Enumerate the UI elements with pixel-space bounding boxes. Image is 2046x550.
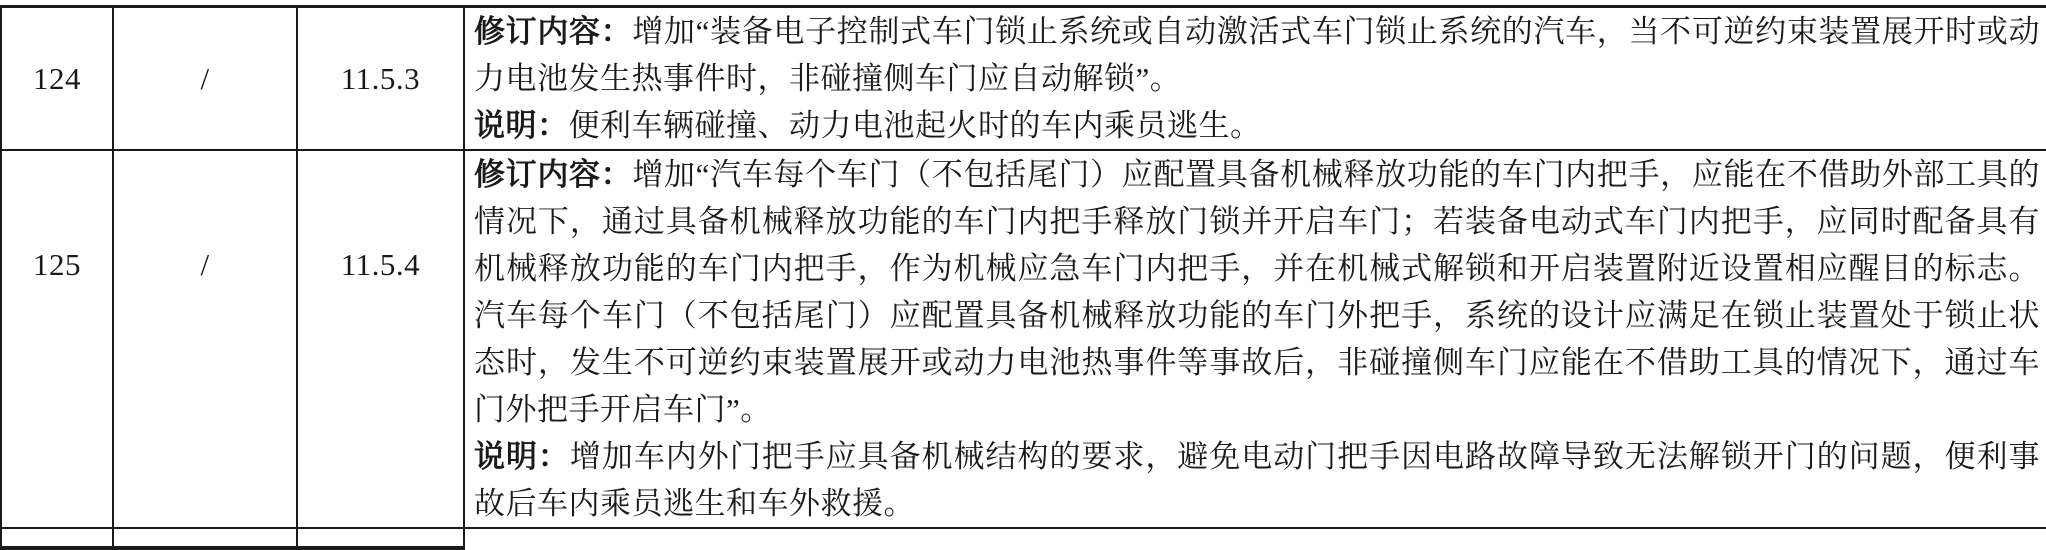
original-clause-cell <box>113 7 297 151</box>
new-clause: 11.5.3 <box>340 60 421 96</box>
table-bottom-edge-line <box>0 546 465 550</box>
note-text: 便利车辆碰撞、动力电池起火时的车内乘员逃生。 <box>568 108 1262 143</box>
note-label: 说明： <box>474 439 570 474</box>
table-row <box>1 7 2046 151</box>
new-clause-cell <box>297 150 464 528</box>
revision-table <box>0 5 2046 549</box>
sequence-number: 124 <box>33 60 81 96</box>
original-clause: / <box>200 247 210 282</box>
revision-content <box>465 151 2046 527</box>
revision-text: 增加“汽车每个车门（不包括尾门）应配置具备机械释放功能的车门内把手，应能在不借助外部工具的情况下，通过具备机械释放功能的车门内把手释放门锁并开启车门；若装备电动式车门内把手，应同时配备具有机械释放功能的车门内把手，作为机械应急车门内把手，并在机械式解锁和开启装置附近设置相应醒目的标志。汽车每个车门（不包括尾门）应配置具备机械释放功能的车门外把手，系统的设计应满足在锁止装置处于锁止状态时，发生不可逆约束装置展开或动力电池热事件等事故后，非碰撞侧车门应能在不借助工具的情况下，通过车门外把手开启车门”。 <box>474 157 2040 427</box>
note-text: 增加车内外门把手应具备机械结构的要求，避免电动门把手因电路故障导致无法解锁开门的问题，便利事故后车内乘员逃生和车外救援。 <box>474 439 2040 521</box>
new-clause-cell <box>297 7 464 151</box>
revision-text: 增加“装备电子控制式车门锁止系统或自动激活式车门锁止系统的汽车，当不可逆约束装置展开时或动力电池发生热事件时，非碰撞侧车门应自动解锁”。 <box>474 14 2040 96</box>
empty-cell <box>464 528 2046 549</box>
original-clause: / <box>200 60 210 96</box>
revision-content-cell <box>464 7 2046 151</box>
original-clause-cell <box>113 150 297 528</box>
revision-content-cell <box>464 150 2046 528</box>
table-row <box>1 150 2046 528</box>
note-label: 说明： <box>474 108 569 143</box>
sequence-number-cell <box>1 7 113 151</box>
revision-content <box>465 8 2046 149</box>
revision-label: 修订内容： <box>474 14 633 49</box>
sequence-number-cell <box>1 150 113 528</box>
new-clause: 11.5.4 <box>340 247 421 282</box>
sequence-number: 125 <box>33 247 81 282</box>
revision-label: 修订内容： <box>474 157 633 192</box>
